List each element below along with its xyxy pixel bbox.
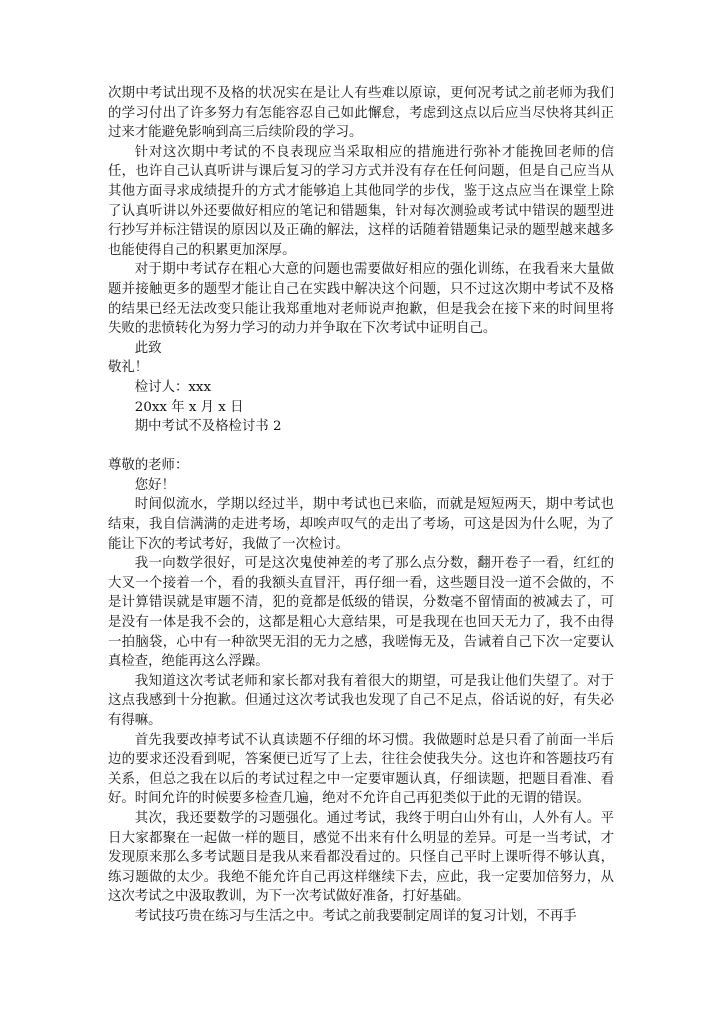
salutation: 敬礼！ [108,360,149,376]
paragraph-math-mistakes: 我一向数学很好，可是这次鬼使神差的考了那么点分数，翻开卷子一看，红红的大叉一个接着一个，看的我额头直冒汗，再仔细一看，这些题目没一道不会做的，不是计算错误就是审题不清，犯的竟都是低级的错误，分数毫不留情面的被减去了，可是没有一体是我不会的，这都是粗心大意结果，可是我现在也回天无力了，我不由得一拍脑袋，心中有一种欲哭无泪的无力之感，我嗟悔无及，告诫着自己下次一定要认真检查，绝能再这么浮躁。 [108,556,614,670]
paragraph-continuation: 次期中考试出现不及格的状况实在是让人有些难以原谅，更何况考试之前老师为我们的学习付出了许多努力有怎能容忍自己如此懈怠，考虑到这点以后应当尽快将其纠正过来才能避免影响到高三后续阶段的学习。 [108,86,614,141]
paragraph-remedy-measures: 针对这次期中考试的不良表现应当采取相应的措施进行弥补才能挽回老师的信任，也许自己认真听讲与课后复习的学习方式并没有存在任何问题，但是自己应当从其他方面寻求成绩提升的方式才能够追上其他同学的步伐，鉴于这点应当在课堂上除了认真听讲以外还要做好相应的笔记和错题集，针对每次测验或考试中错误的题型进行抄写并标注错误的原因以及正确的解法，这样的话随着错题集记录的题型越来越多也能使得自己的积累更加深厚。 [108,144,614,258]
document-page [108,84,614,927]
paragraph-reading-habits: 首先我要改掉考试不认真读题不仔细的坏习惯。我做题时总是只看了前面一半后边的要求还没看到呢，答案便已近写了上去，往往会使我失分。这也许和答题技巧有关系，但总之我在以后的考试过程之中一定要审题认真，仔细读题，把题目看准、看好。时间允许的时候要多检查几遍，绝对不允许自己再犯类似于此的无谓的错误。 [108,732,614,807]
greeting: 尊敬的老师： [108,458,189,474]
paragraph-intro: 时间似流水，学期以经过半，期中考试也已来临，而就是短短两天，期中考试也结束，我自信满满的走进考场，却唉声叹气的走出了考场，可这是因为什么呢，为了能让下次的考试考好，我做了一次检讨。 [108,497,614,552]
paragraph-exam-skills: 考试技巧贵在练习与生活之中。考试之前我要制定周详的复习计划，不再手 [134,908,577,924]
paragraph-carelessness: 对于期中考试存在粗心大意的问题也需要做好相应的强化训练，在我看来大量做题并接触更多的题型才能让自己在实践中解决这个问题，只不过这次期中考试不及格的结果已经无法改变只能让我郑重地对老师说声抱歉，但是我会在接下来的时间里将失败的悲愤转化为努力学习的动力并争取在下次考试中证明自己。 [108,262,614,337]
blank-line [108,437,614,457]
section-title: 期中考试不及格检讨书 2 [134,419,282,435]
signer-line: 检讨人：xxx [134,379,212,395]
closing-phrase: 此致 [134,340,162,356]
hello-line: 您好！ [134,477,175,493]
date-line: 20xx 年 x 月 x 日 [134,399,244,415]
paragraph-expectations: 我知道这次考试老师和家长都对我有着很大的期望，可是我让他们失望了。对于这点我感到十分抱歉。但通过这次考试我也发现了自己不足点，俗话说的好，有失必有得嘛。 [108,673,614,728]
paragraph-exercise-practice: 其次，我还要数学的习题强化。通过考试，我终于明白山外有山，人外有人。平日大家都聚在一起做一样的题目，感觉不出来有什么明显的差异。可是一当考试，才发现原来那么多考试题目是我从来看都没看过的。只怪自己平时上课听得不够认真，练习题做的太少。我绝不能允许自己再这样继续下去，应此，我一定要加倍努力，从这次考试之中汲取教训，为下一次考试做好准备，打好基础。 [108,810,614,905]
